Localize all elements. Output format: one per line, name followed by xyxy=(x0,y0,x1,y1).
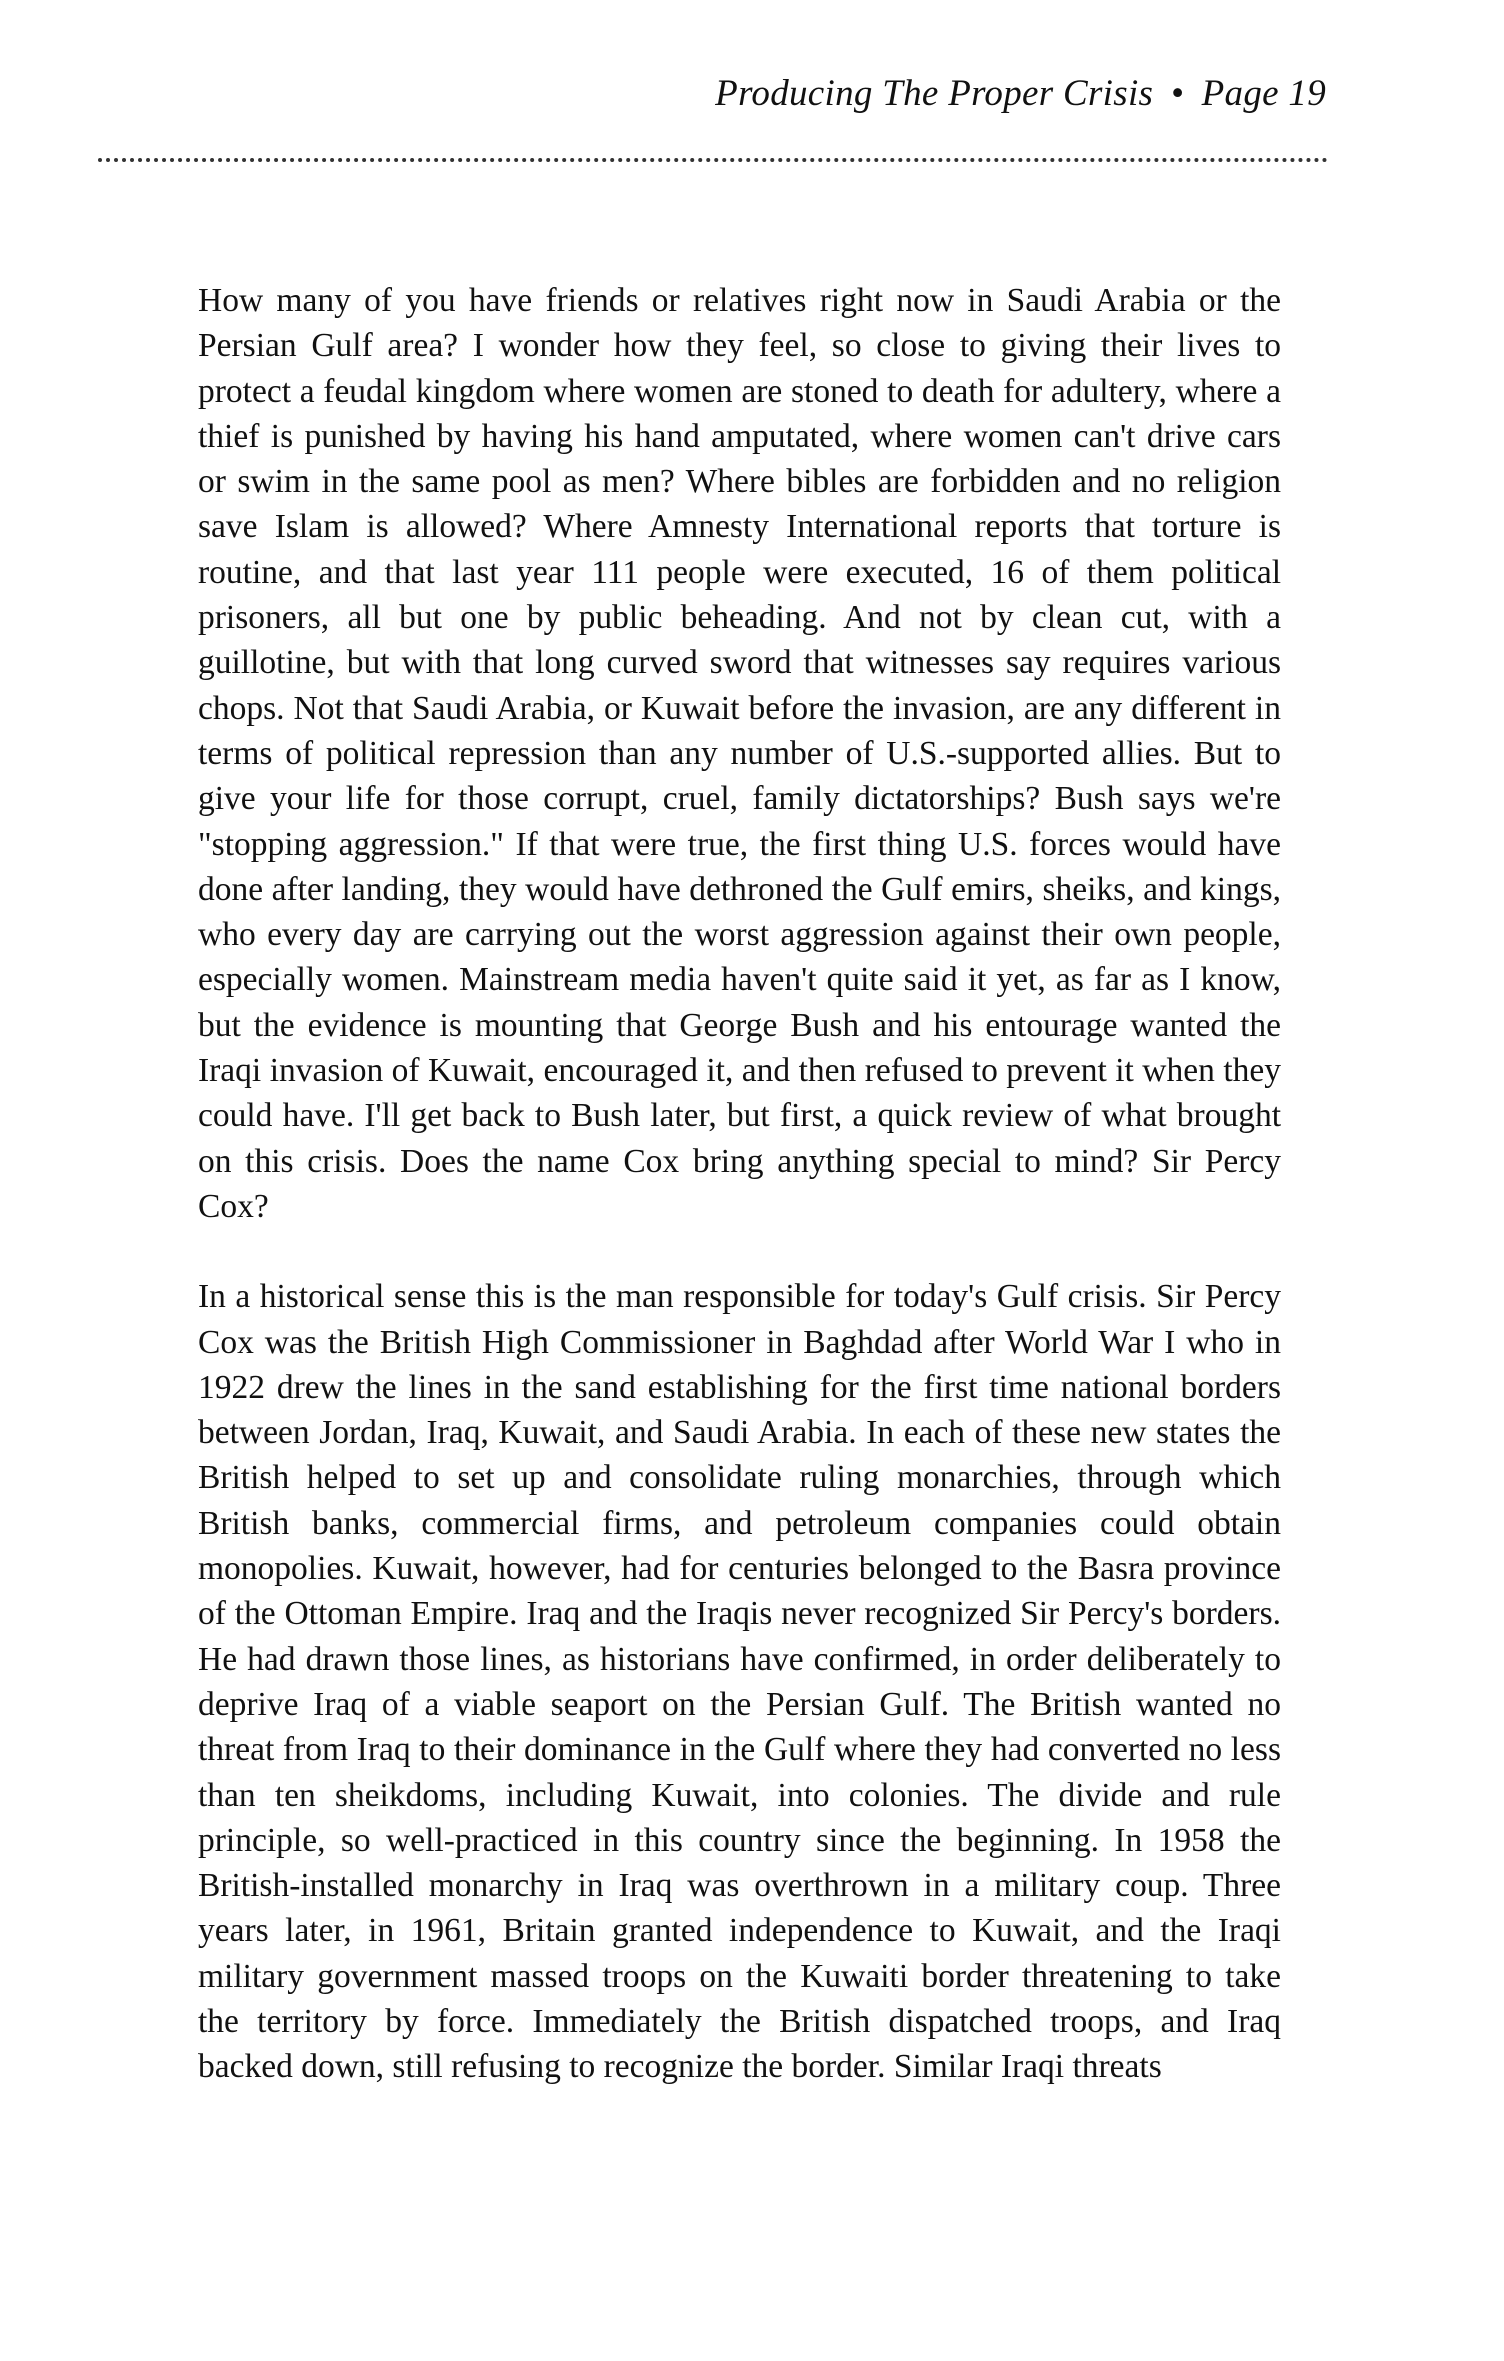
paragraph-2: In a historical sense this is the man responsible for today's Gulf crisis. Sir Percy Cox was the British High Commissioner in Baghdad after World War I who in 1922 drew the lines in the sand establishing for the first time national borders between Jordan, Iraq, Kuwait, and Saudi Arabia. In each of these new states the British helped to set up and consolidate ruling monarchies, through which British banks, commercial firms, and petroleum companies could obtain monopolies. Kuwait, however, had for centuries belonged to the Basra province of the Ottoman Empire. Iraq and the Iraqis never recognized Sir Percy's borders. He had drawn those lines, as historians have confirmed, in order deliberately to deprive Iraq of a viable seaport on the Persian Gulf. The British wanted no threat from Iraq to their dominance in the Gulf where they had converted no less than ten sheikdoms, including Kuwait, into colonies. The divide and rule principle, so well-practiced in this country since the beginning. In 1958 the British-installed monarchy in Iraq was overthrown in a military coup. Three years later, in 1961, Britain granted independence to Kuwait, and the Iraqi military government massed troops on the Kuwaiti border threatening to take the territory by force. Immediately the British dispatched troops, and Iraq backed down, still refusing to recognize the border. Similar Iraqi threats xyxy=(198,1278,1281,2086)
header-dotted-rule xyxy=(98,158,1328,162)
header-page-number: Page 19 xyxy=(1201,73,1326,114)
header-separator: • xyxy=(1170,73,1185,114)
body-text xyxy=(198,278,1281,2090)
paragraph-1: How many of you have friends or relatives right now in Saudi Arabia or the Persian Gulf area? I wonder how they feel, so close to giving their lives to protect a feudal kingdom where women are stoned to death for adultery, where a thief is punished by having his hand amputated, where women can't drive cars or swim in the same pool as men? Where bibles are forbidden and no religion save Islam is allowed? Where Amnesty International reports that torture is routine, and that last year 111 people were executed, 16 of them political prisoners, all but one by public beheading. And not by clean cut, with a guillotine, but with that long curved sword that witnesses say requires various chops. Not that Saudi Arabia, or Kuwait before the invasion, are any different in terms of political repression than any number of U.S.-supported allies. But to give your life for those corrupt, cruel, family dictatorships? Bush says we're "stopping aggression." If that were true, the first thing U.S. forces would have done after landing, they would have dethroned the Gulf emirs, sheiks, and kings, who every day are carrying out the worst aggression against their own people, especially women. Mainstream media haven't quite said it yet, as far as I know, but the evidence is mounting that George Bush and his entourage wanted the Iraqi invasion of Kuwait, encouraged it, and then refused to prevent it when they could have. I'll get back to Bush later, but first, a quick review of what brought on this crisis. Does the name Cox bring anything special to mind? Sir Percy Cox? xyxy=(198,282,1281,1225)
header-book-title: Producing The Proper Crisis xyxy=(715,73,1154,114)
running-header xyxy=(715,72,1326,115)
